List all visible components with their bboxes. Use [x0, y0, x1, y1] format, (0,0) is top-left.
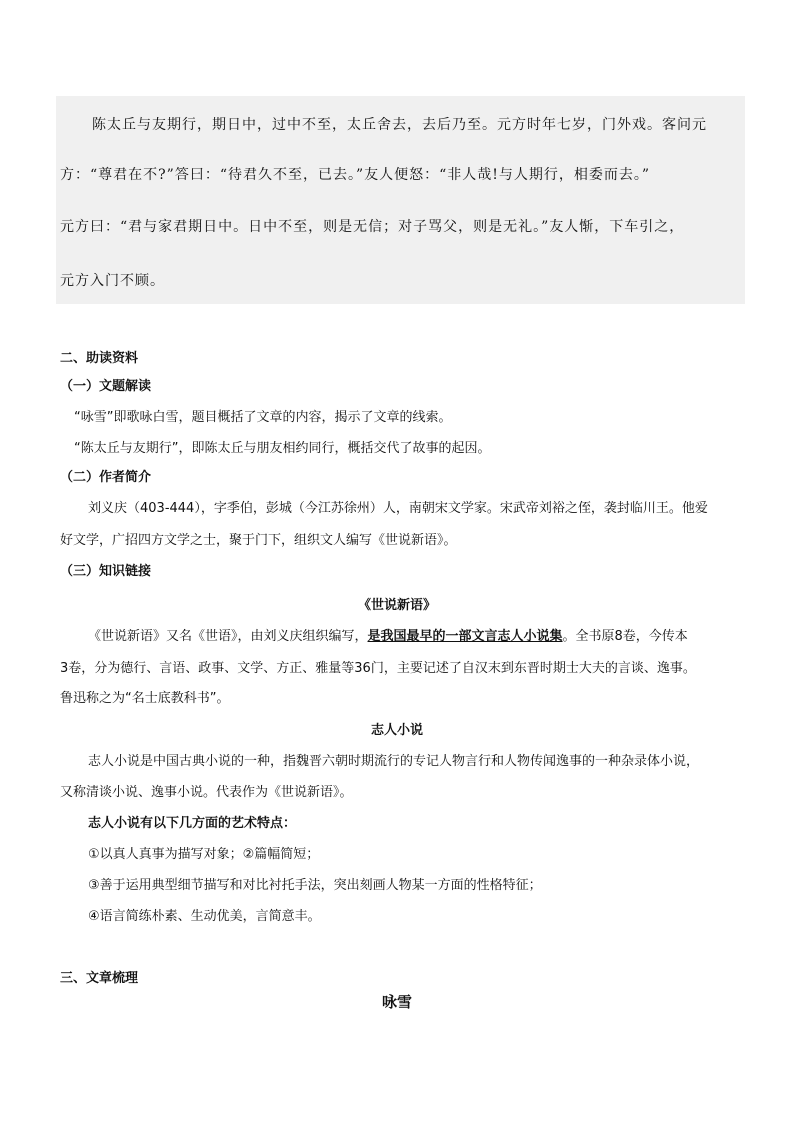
- quote-line-1: 陈太丘与友期行，期日中，过中不至，太丘舍去，去后乃至。元方时年七岁，门外戏。客问元: [92, 117, 707, 133]
- feature-1: ①以真人真事为描写对象；②篇幅简短；: [88, 847, 320, 862]
- features-title: 志人小说有以下几方面的艺术特点：: [88, 816, 297, 831]
- zhiren-para-line-2: 又称清谈小说、逸事小说。代表作为《世说新语》。: [60, 785, 353, 800]
- shishuo-highlight: 是我国最早的一部文言志人小说集: [367, 629, 563, 644]
- author-line-2: 好文学，广招四方文学之士，聚于门下，组织文人编写《世说新语》。: [60, 533, 457, 548]
- section-2-heading: 二、助读资料: [60, 351, 139, 366]
- shishuo-para-a: 《世说新语》又名《世语》，由刘义庆组织编写，: [88, 629, 368, 644]
- zhiren-title: 志人小说: [370, 723, 423, 738]
- shishuo-para-line-3: 鲁迅称之为“名士底教科书”。: [60, 691, 230, 706]
- quote-line-3: 元方曰：“君与家君期日中。日中不至，则是无信；对子骂父，则是无礼。”友人惭，下车引之，: [60, 219, 685, 235]
- quote-line-4: 元方入门不顾。: [60, 273, 165, 289]
- feature-3: ④语言简练朴素、生动优美，言简意丰。: [88, 909, 321, 924]
- shishuo-para-line-1: [88, 625, 688, 644]
- author-line-1: 刘义庆（403-444），字季伯，彭城（今江苏徐州）人，南朝宋文学家。宋武帝刘裕之侄，袭封临川王。他爱: [88, 501, 708, 516]
- yongxue-title: 咏雪: [381, 993, 412, 1011]
- subsection-1-heading: （一）文题解读: [60, 379, 152, 394]
- feature-2: ③善于运用典型细节描写和对比衬托手法，突出刻画人物某一方面的性格特征；: [88, 878, 542, 893]
- quote-line-2: 方：“尊君在不?”答曰：“待君久不至，已去。”友人便怒：“非人哉!与人期行，相委而去。”: [60, 167, 651, 183]
- shishuo-title: 《世说新语》: [357, 598, 436, 613]
- section-3-heading: 三、文章梳理: [60, 971, 139, 986]
- subsection-3-heading: （三）知识链接: [60, 564, 152, 579]
- shishuo-para-c: 。全书原8卷，今传本: [562, 629, 688, 644]
- title-explanation-2: “陈太丘与友期行”，即陈太丘与朋友相约同行，概括交代了故事的起因。: [74, 441, 491, 456]
- title-explanation-1: “咏雪”即歌咏白雪，题目概括了文章的内容，揭示了文章的线索。: [74, 410, 452, 425]
- zhiren-para-line-1: 志人小说是中国古典小说的一种，指魏晋六朝时期流行的专记人物言行和人物传闻逸事的一种杂录体小说，: [88, 754, 700, 769]
- subsection-2-heading: （二）作者简介: [60, 470, 152, 485]
- shishuo-para-line-2: 3卷，分为德行、言语、政事、文学、方正、雅量等36门，主要记述了自汉末到东晋时期士大夫的言谈、逸事。: [60, 661, 696, 676]
